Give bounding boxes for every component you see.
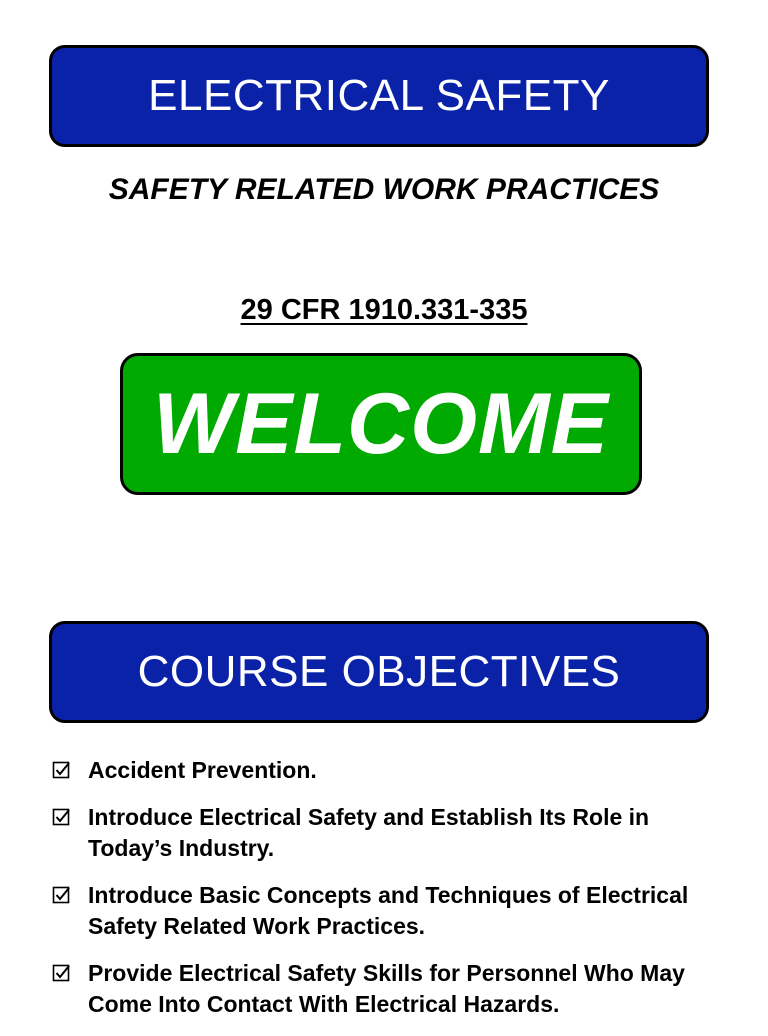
objective-text: Introduce Electrical Safety and Establish Its Role in Today’s Industry. bbox=[88, 804, 650, 861]
subtitle: SAFETY RELATED WORK PRACTICES bbox=[108, 173, 660, 206]
objective-item bbox=[52, 802, 732, 864]
objective-text: Introduce Basic Concepts and Techniques of Electrical Safety Related Work Practices. bbox=[88, 882, 689, 939]
objective-text: Accident Prevention. bbox=[88, 757, 317, 783]
objective-item bbox=[52, 958, 732, 1020]
welcome-banner bbox=[120, 353, 642, 495]
welcome-text: WELCOME bbox=[152, 375, 610, 472]
checkbox-checked-icon bbox=[52, 761, 72, 781]
title-banner bbox=[49, 45, 709, 147]
objectives-list bbox=[52, 755, 732, 1036]
objectives-heading: COURSE OBJECTIVES bbox=[137, 647, 621, 696]
checkbox-checked-icon bbox=[52, 808, 72, 828]
checkbox-checked-icon bbox=[52, 964, 72, 984]
objective-text: Provide Electrical Safety Skills for Personnel Who May Come Into Contact With Electrical Hazards. bbox=[88, 960, 685, 1017]
objective-item bbox=[52, 880, 732, 942]
checkbox-checked-icon bbox=[52, 886, 72, 906]
objectives-banner bbox=[49, 621, 709, 723]
regulation-reference: 29 CFR 1910.331-335 bbox=[240, 294, 528, 326]
objective-item bbox=[52, 755, 732, 786]
page-title: ELECTRICAL SAFETY bbox=[148, 71, 610, 120]
